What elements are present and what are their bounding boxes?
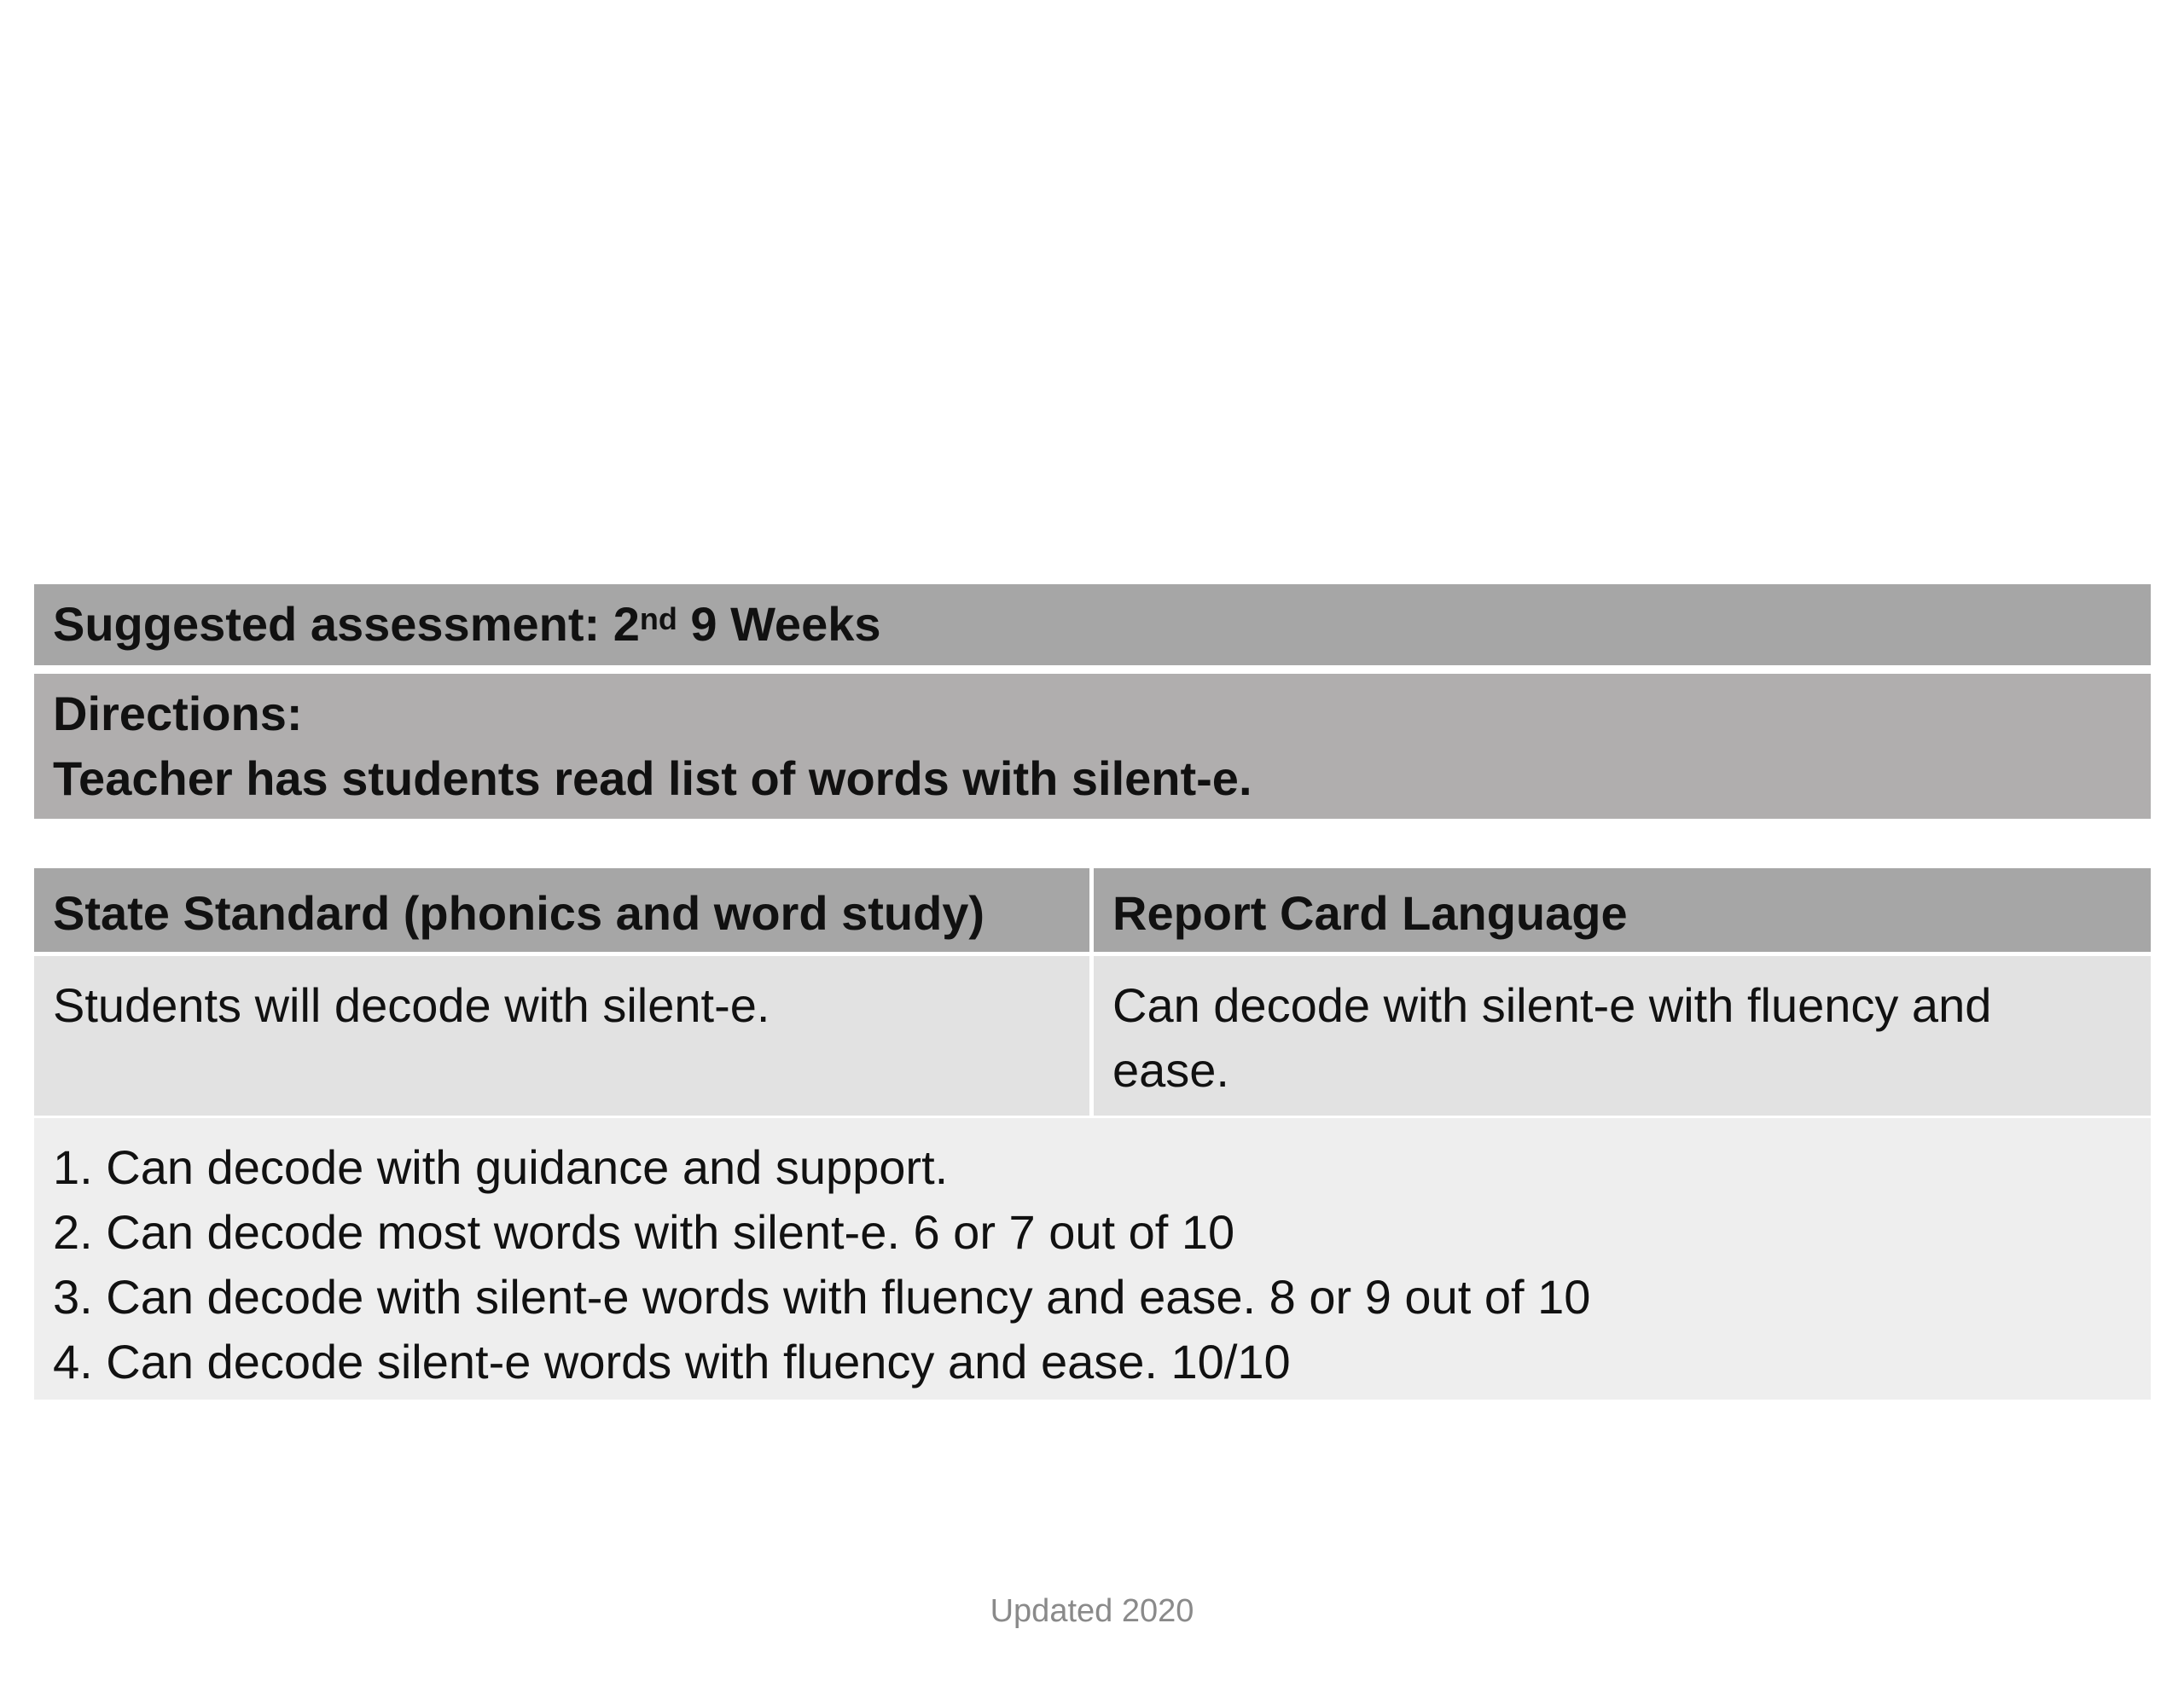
levels-box bbox=[34, 1118, 2151, 1400]
report-line-2: ease. bbox=[1112, 1043, 1229, 1097]
table-header-row bbox=[34, 868, 2151, 952]
directions-label: Directions: bbox=[53, 687, 303, 740]
header-report-card: Report Card Language bbox=[1094, 868, 2151, 952]
report-cell bbox=[1094, 956, 2151, 1116]
directions-box bbox=[34, 674, 2151, 819]
directions-text: Teacher has students read list of words with silent-e. bbox=[53, 751, 1252, 805]
ordinal-suffix: nd bbox=[639, 601, 677, 636]
assessment-header bbox=[34, 584, 2151, 665]
level-3: 3. Can decode with silent-e words with fluency and ease. 8 or 9 out of 10 bbox=[53, 1270, 1591, 1324]
table-row bbox=[34, 956, 2151, 1116]
footer-updated: Updated 2020 bbox=[990, 1593, 1194, 1629]
assessment-title: Suggested assessment: 2nd 9 Weeks bbox=[53, 597, 881, 651]
report-line-1: Can decode with silent-e with fluency and bbox=[1112, 978, 1992, 1032]
standard-cell: Students will decode with silent-e. bbox=[34, 956, 1089, 1116]
level-2: 2. Can decode most words with silent-e. 6 or 7 out of 10 bbox=[53, 1205, 1235, 1259]
level-4: 4. Can decode silent-e words with fluency and ease. 10/10 bbox=[53, 1335, 1291, 1388]
header-state-standard: State Standard (phonics and word study) bbox=[34, 868, 1089, 952]
level-1: 1. Can decode with guidance and support. bbox=[53, 1140, 949, 1194]
